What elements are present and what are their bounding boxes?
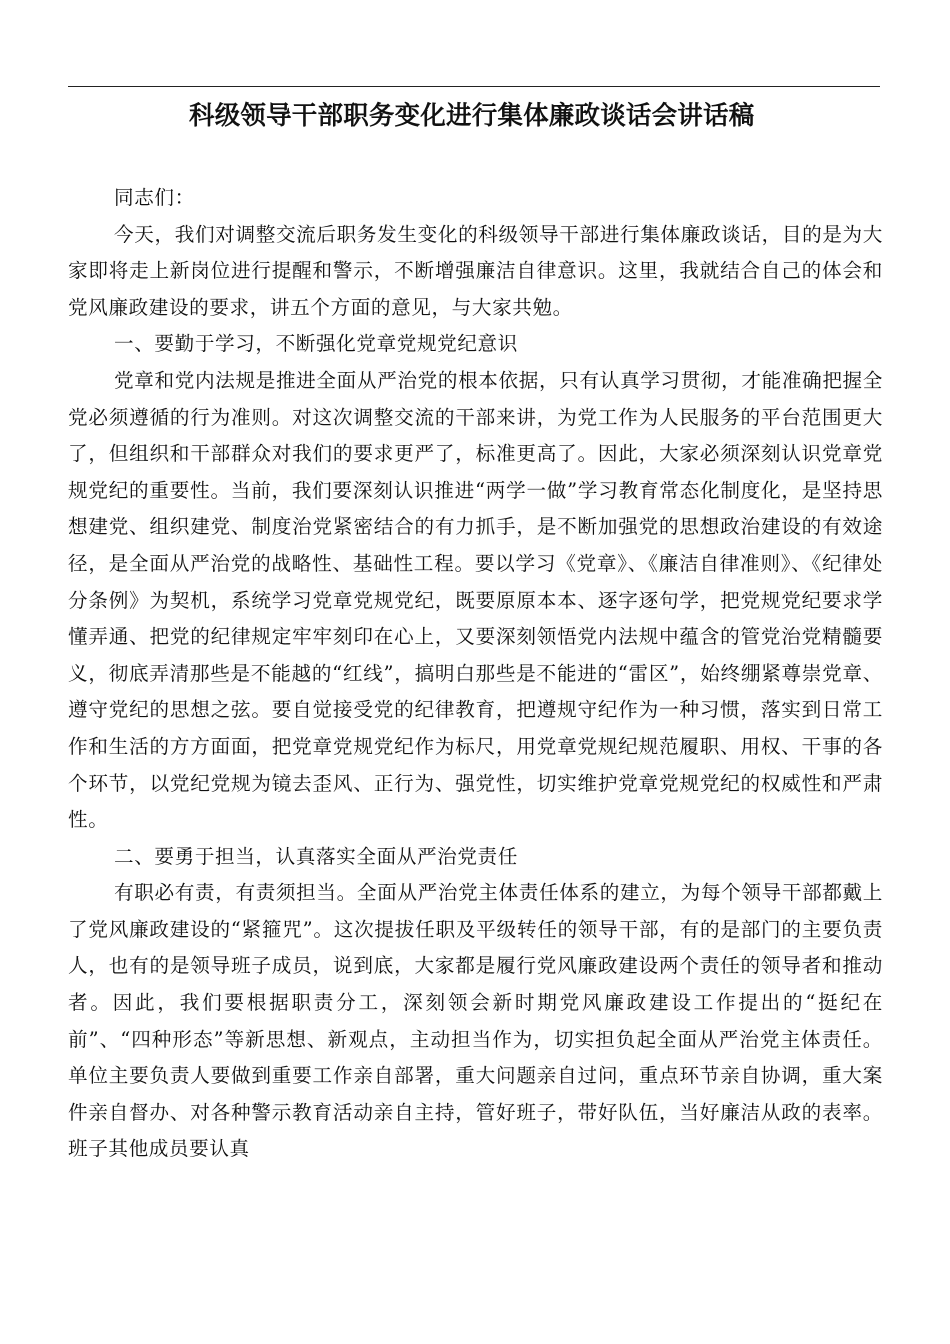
intro-paragraph: 今天，我们对调整交流后职务发生变化的科级领导干部进行集体廉政谈话，目的是为大家即将走上新岗位进行提醒和警示，不断增强廉洁自律意识。这里，我就结合自己的体会和党风廉政建设的要求，讲五个方面的意见，与大家共勉。 — [68, 222, 883, 319]
document-title: 科级领导干部职务变化进行集体廉政谈话会讲话稿 — [189, 101, 755, 131]
section-heading-1: 一、要勤于学习，不断强化党章党规党纪意识 — [114, 332, 518, 356]
section-heading-2: 二、要勇于担当，认真落实全面从严治党责任 — [114, 844, 518, 868]
salutation-paragraph: 同志们： — [114, 186, 195, 209]
section-2-paragraph: 有职必有责，有责须担当。全面从严治党主体责任体系的建立，为每个领导干部都戴上了党风廉政建设的“紧箍咒”。这次提拔任职及平级转任的领导干部，有的是部门的主要负责人，也有的是领导班子成员，说到底，大家都是履行党风廉政建设两个责任的领导者和推动者。因此，我们要根据职责分工，深刻领会新时期党风廉政建设工作提出的“挺纪在前”、“四种形态”等新思想、新观点，主动担当作为，切实担负起全面从严治党主体责任。单位主要负责人要做到重要工作亲自部署，重大问题亲自过问，重点环节亲自协调，重大案件亲自督办、对各种警示教育活动亲自主持，管好班子，带好队伍，当好廉洁从政的表率。班子其他成员要认真 — [68, 881, 883, 1161]
header-rule — [68, 86, 880, 87]
document-body — [68, 180, 883, 1168]
section-1-paragraph: 党章和党内法规是推进全面从严治党的根本依据，只有认真学习贯彻，才能准确把握全党必须遵循的行为准则。对这次调整交流的干部来讲，为党工作为人民服务的平台范围更大了，但组织和干部群众对我们的要求更严了，标准更高了。因此，大家必须深刻认识党章党规党纪的重要性。当前，我们要深刻认识推进“两学一做”学习教育常态化制度化，是坚持思想建党、组织建党、制度治党紧密结合的有力抓手，是不断加强党的思想政治建设的有效途径，是全面从严治党的战略性、基础性工程。要以学习《党章》、《廉洁自律准则》、《纪律处分条例》为契机，系统学习党章党规党纪，既要原原本本、逐字逐句学，把党规党纪要求学懂弄通、把党的纪律规定牢牢刻印在心上，又要深刻领悟党内法规中蕴含的管党治党精髓要义，彻底弄清那些是不能越的“红线”，搞明白那些是不能进的“雷区”，始终绷紧尊崇党章、遵守党纪的思想之弦。要自觉接受党的纪律教育，把遵规守纪作为一种习惯，落实到日常工作和生活的方方面面，把党章党规党纪作为标尺，用党章党规纪规范履职、用权、干事的各个环节，以党纪党规为镜去歪风、正行为、强党性，切实维护党章党规党纪的权威性和严肃性。 — [68, 368, 883, 832]
